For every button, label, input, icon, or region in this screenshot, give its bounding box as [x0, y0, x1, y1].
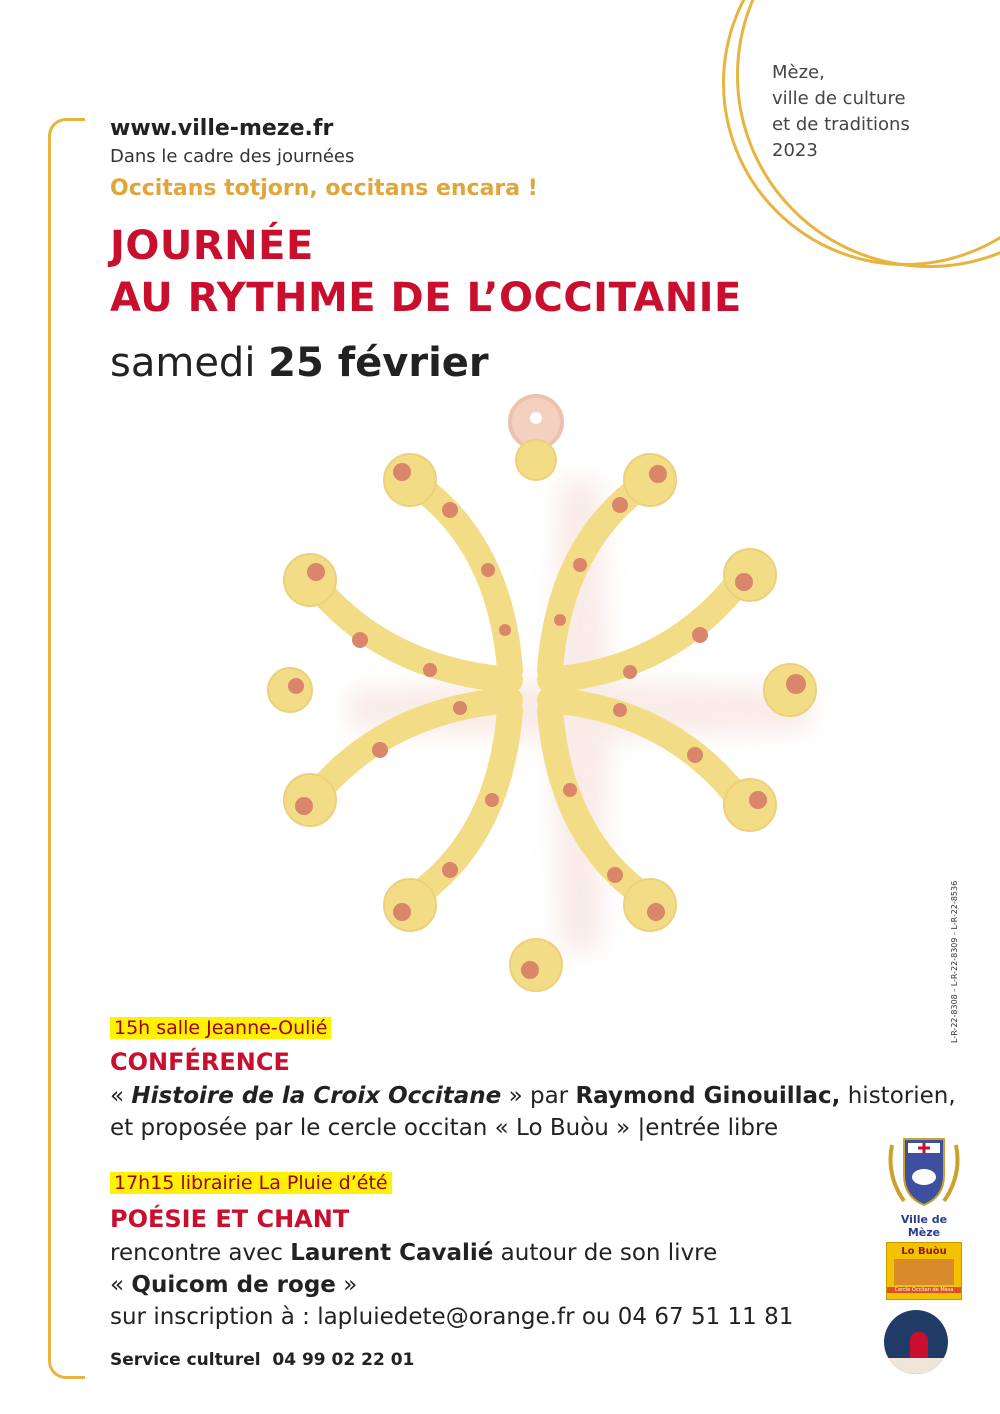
title-line-1: JOURNÉE	[110, 223, 314, 269]
license-numbers: L-R-22-8308 - L-R-22-8309 - L-R-22-8536	[950, 880, 959, 1043]
mairie-logo	[884, 1135, 964, 1239]
ground-shape	[884, 1358, 948, 1374]
line-suffix: autour de son livre	[493, 1240, 718, 1266]
title-line-2: AU RYTHME DE L’OCCITANIE	[110, 275, 742, 321]
mairie-label: Ville de Mèze	[900, 1213, 948, 1239]
event2-line-2	[110, 1269, 870, 1301]
occitan-cross-illustration	[230, 390, 850, 1010]
book-quote-open: «	[110, 1272, 132, 1298]
event1-line-1	[110, 1080, 980, 1112]
corner-line: Mèze,	[772, 62, 825, 83]
event-date	[110, 340, 489, 386]
speaker-role: historien,	[840, 1083, 956, 1109]
date-day: 25 février	[268, 340, 489, 386]
slogan: Occitans totjorn, occitans encara !	[110, 176, 538, 201]
cross-arm-left-top	[320, 590, 510, 680]
corner-tagline	[772, 60, 910, 164]
author-name: Laurent Cavalié	[290, 1240, 494, 1266]
lobuou-logo	[886, 1242, 962, 1300]
lobuou-subtitle: Cercle Occitan de Mèsa	[887, 1287, 961, 1293]
lobuou-title: Lo Buòu	[901, 1246, 947, 1257]
event2-title: POÉSIE ET CHANT	[110, 1205, 350, 1233]
cross-arm-top-left	[410, 480, 510, 670]
lecture-title: Histoire de la Croix Occitane	[131, 1083, 502, 1109]
coat-of-arms-icon	[884, 1135, 964, 1209]
event1-time-place: 15h salle Jeanne-Oulié	[110, 1017, 331, 1039]
service-contact: Service culturel 04 99 02 22 01	[110, 1350, 415, 1370]
book-title: Quicom de roge	[131, 1272, 336, 1298]
quote-open: «	[110, 1083, 132, 1109]
corner-line: 2023	[772, 140, 818, 161]
date-prefix: samedi	[110, 340, 256, 386]
line-prefix: rencontre avec	[110, 1240, 291, 1266]
event1-description	[110, 1080, 980, 1144]
signup-info[interactable]: sur inscription à : lapluiedete@orange.fr ou 04 67 51 11 81	[110, 1304, 794, 1330]
event1-line-2: et proposée par le cercle occitan « Lo Buòu » |entrée libre	[110, 1115, 779, 1141]
quote-close: » par	[501, 1083, 576, 1109]
left-frame-bracket	[48, 118, 85, 1379]
bull-icon	[894, 1259, 954, 1285]
corner-line: et de traditions	[772, 114, 910, 135]
cross-arm-left-bottom	[320, 700, 510, 790]
event2-description	[110, 1237, 870, 1333]
page-title	[110, 220, 742, 324]
book-quote-close: »	[335, 1272, 358, 1298]
speaker-name: Raymond Ginouillac,	[575, 1083, 841, 1109]
event1-title: CONFÉRENCE	[110, 1048, 290, 1076]
website-url[interactable]: www.ville-meze.fr	[110, 116, 334, 141]
context-line: Dans le cadre des journées	[110, 146, 355, 167]
event2-line-1	[110, 1237, 870, 1269]
librairie-logo	[884, 1310, 948, 1374]
event2-time-place: 17h15 librairie La Pluie d’été	[110, 1172, 392, 1194]
corner-line: ville de culture	[772, 88, 906, 109]
